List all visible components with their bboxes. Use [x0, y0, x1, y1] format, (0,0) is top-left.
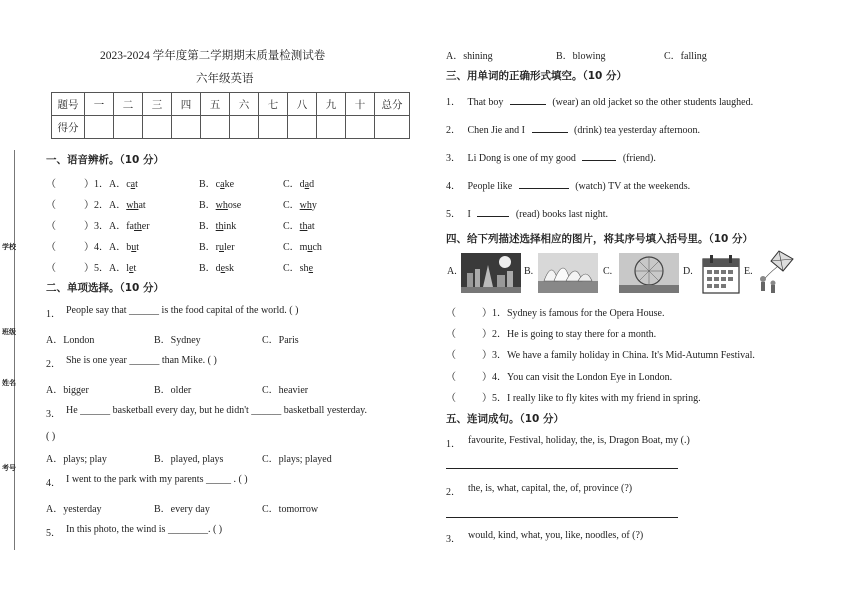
pic-label-a: A. — [447, 266, 457, 277]
option-c[interactable]: C．heavier — [262, 385, 309, 396]
night-city-picture — [461, 253, 521, 293]
answer-paren-open[interactable]: （ — [446, 372, 456, 383]
option-b[interactable]: B．blowing — [556, 51, 606, 62]
question-text: He ______ basketball every day, but he didn't ______ basketball yesterday. — [66, 405, 367, 416]
score-cell: 十 — [346, 93, 375, 116]
answer-paren-close: ） — [84, 221, 94, 232]
question-number: 2． — [46, 359, 61, 370]
fill-item-3 — [446, 149, 656, 164]
fill-item-1 — [446, 93, 753, 108]
score-input-cell[interactable] — [172, 116, 201, 139]
fill-text-post: (drink) tea yesterday afternoon. — [574, 125, 701, 136]
fill-item-4 — [446, 177, 690, 192]
question-number: 2． — [446, 487, 461, 498]
option-c[interactable]: C．dad — [283, 179, 315, 190]
option-a[interactable]: A．what — [109, 200, 146, 211]
option-c[interactable]: C．that — [283, 221, 315, 232]
section3-heading: 三、用单词的正确形式填空。（10 分） — [446, 70, 628, 82]
phonics-item — [46, 217, 315, 232]
picture-match-item — [446, 304, 664, 319]
binding-label-class: 班级 — [2, 328, 16, 336]
score-table-score-row — [52, 116, 410, 139]
answer-paren-open[interactable]: （ — [46, 263, 56, 274]
answer-paren-open[interactable]: （ — [46, 200, 56, 211]
phonics-item — [46, 175, 314, 190]
picture-match-item — [446, 368, 672, 383]
binding-label-name: 姓名 — [2, 379, 16, 387]
answer-paren-open[interactable]: （ — [446, 308, 456, 319]
question-text: I went to the park with my parents _____ . ( ) — [66, 474, 248, 485]
option-c[interactable]: C．plays; played — [262, 454, 332, 465]
answer-paren-open[interactable]: （ — [446, 329, 456, 340]
question-number: 3． — [446, 153, 461, 164]
score-table — [51, 92, 410, 139]
option-c[interactable]: C．Paris — [262, 335, 299, 346]
option-c[interactable]: C．much — [283, 242, 322, 253]
score-input-cell[interactable] — [143, 116, 172, 139]
answer-paren-open[interactable]: （ — [46, 179, 56, 190]
option-b[interactable]: B．older — [154, 385, 192, 396]
question-number: 2． — [446, 125, 461, 136]
answer-paren-close: ） — [84, 179, 94, 190]
fill-text-pre: Chen Jie and I — [467, 125, 525, 136]
score-cell: 总分 — [375, 93, 410, 116]
phonics-item — [46, 196, 317, 211]
scrambled-words: the, is, what, capital, the, of, province (?) — [468, 483, 633, 494]
phonics-item — [46, 259, 313, 274]
option-a[interactable]: A．father — [109, 221, 150, 232]
question-number: 5． — [46, 528, 61, 539]
fill-blank[interactable] — [532, 132, 568, 133]
picture-match-item — [446, 346, 755, 361]
score-cell: 一 — [85, 93, 114, 116]
option-a[interactable]: A．London — [46, 335, 95, 346]
question-text: She is one year ______ than Mike. ( ) — [66, 355, 217, 366]
fill-text-post: (friend). — [622, 153, 656, 164]
kite-picture — [753, 249, 795, 295]
question-number: 1． — [446, 439, 461, 450]
option-a[interactable]: A．plays; play — [46, 454, 107, 465]
question-number: 2． — [94, 200, 109, 211]
question-number: 3． — [46, 409, 61, 420]
score-row-label: 得分 — [52, 116, 85, 139]
option-b[interactable]: B．cake — [199, 179, 235, 190]
option-b[interactable]: B．think — [199, 221, 237, 232]
question-text: People say that ______ is the food capital of the world. ( ) — [66, 305, 299, 316]
picture-match-item — [446, 325, 656, 340]
calendar-picture — [701, 253, 741, 295]
score-input-cell[interactable] — [114, 116, 143, 139]
section1-heading: 一、语音辨析。（10 分） — [46, 154, 165, 166]
statement-text: ）1．Sydney is famous for the Opera House. — [482, 308, 665, 319]
scrambled-words: would, kind, what, you, like, noodles, of (?) — [468, 530, 644, 541]
option-a[interactable]: A．let — [109, 263, 137, 274]
answer-paren-open[interactable]: （ — [46, 242, 56, 253]
question-number: 4． — [446, 181, 461, 192]
statement-text: ）2．He is going to stay there for a month. — [482, 329, 657, 340]
question-number: 4． — [46, 478, 61, 489]
answer-paren[interactable]: ( ) — [46, 431, 56, 442]
answer-line[interactable] — [446, 517, 678, 518]
opera-house-picture — [538, 253, 598, 293]
score-cell: 九 — [317, 93, 346, 116]
pic-label-d: D. — [683, 266, 693, 277]
option-c[interactable]: C．she — [283, 263, 314, 274]
pic-label-b: B. — [524, 266, 534, 277]
binding-label-number: 考号 — [2, 464, 16, 472]
score-table-header-row — [52, 93, 410, 116]
option-c[interactable]: C．tomorrow — [262, 504, 319, 515]
section5-heading: 五、连词成句。（10 分） — [446, 413, 565, 425]
fill-text-post: (watch) TV at the weekends. — [575, 181, 691, 192]
question-text: In this photo, the wind is ________. ( ) — [66, 524, 223, 535]
answer-paren-close: ） — [84, 263, 94, 274]
score-input-cell[interactable] — [85, 116, 114, 139]
answer-line[interactable] — [446, 468, 678, 469]
question-number: 3． — [94, 221, 109, 232]
score-cell: 四 — [172, 93, 201, 116]
option-b[interactable]: B．every day — [154, 504, 210, 515]
score-input-cell[interactable] — [230, 116, 259, 139]
binding-label-school: 学校 — [2, 243, 16, 251]
section4-heading: 四、给下列描述选择相应的图片，将其序号填入括号里。（10 分） — [446, 233, 754, 245]
answer-paren-open[interactable]: （ — [46, 221, 56, 232]
question-number: 5． — [446, 209, 461, 220]
exam-subtitle: 六年级英语 — [196, 73, 254, 85]
option-a[interactable]: A．yesterday — [46, 504, 102, 515]
exam-title: 2023-2024 学年度第二学期期末质量检测试卷 — [100, 50, 326, 62]
option-a[interactable]: A．but — [109, 242, 140, 253]
score-cell: 七 — [259, 93, 288, 116]
fill-blank[interactable] — [510, 104, 546, 105]
score-cell: 二 — [114, 93, 143, 116]
question-number: 1． — [446, 97, 461, 108]
option-c[interactable]: C．falling — [664, 51, 707, 62]
score-input-cell[interactable] — [288, 116, 317, 139]
binding-line — [14, 150, 15, 550]
question-number: 3． — [446, 534, 461, 545]
option-b[interactable]: B．ruler — [199, 242, 235, 253]
score-input-cell[interactable] — [346, 116, 375, 139]
score-cell: 五 — [201, 93, 230, 116]
option-b[interactable]: B．Sydney — [154, 335, 201, 346]
score-input-cell[interactable] — [201, 116, 230, 139]
picture-match-item — [446, 389, 701, 404]
question-number: 5． — [94, 263, 109, 274]
option-a[interactable]: A．cat — [109, 179, 138, 190]
option-b[interactable]: B．desk — [199, 263, 235, 274]
statement-text: ）3．We have a family holiday in China. It's Mid-Autumn Festival. — [482, 350, 755, 361]
statement-text: ）5．I really like to fly kites with my friend in spring. — [482, 393, 701, 404]
question-number: 4． — [94, 242, 109, 253]
score-cell: 六 — [230, 93, 259, 116]
scrambled-words: favourite, Festival, holiday, the, is, Dragon Boat, my (.) — [468, 435, 690, 446]
phonics-item — [46, 238, 322, 253]
score-input-cell[interactable] — [375, 116, 410, 139]
fill-text-pre: Li Dong is one of my good — [467, 153, 576, 164]
pic-label-e: E. — [744, 266, 753, 277]
answer-paren-close: ） — [84, 200, 94, 211]
score-input-cell[interactable] — [259, 116, 288, 139]
score-cell: 八 — [288, 93, 317, 116]
option-b[interactable]: B．whose — [199, 200, 242, 211]
question-number: 1． — [46, 309, 61, 320]
question-number: 1． — [94, 179, 109, 190]
pic-label-c: C. — [603, 266, 613, 277]
fill-text-post: (read) books last night. — [515, 209, 609, 220]
fill-text-pre: That boy — [467, 97, 504, 108]
statement-text: ）4．You can visit the London Eye in London. — [482, 372, 673, 383]
fill-text-post: (wear) an old jacket so the other students laughed. — [552, 97, 754, 108]
answer-paren-open[interactable]: （ — [446, 350, 456, 361]
fill-blank[interactable] — [519, 188, 569, 189]
answer-paren-close: ） — [84, 242, 94, 253]
answer-paren-open[interactable]: （ — [446, 393, 456, 404]
fill-text-pre: People like — [467, 181, 513, 192]
option-c[interactable]: C．why — [283, 200, 317, 211]
score-input-cell[interactable] — [317, 116, 346, 139]
option-a[interactable]: A．shining — [446, 51, 493, 62]
fill-item-5 — [446, 205, 608, 220]
fill-blank[interactable] — [477, 216, 509, 217]
fill-item-2 — [446, 121, 700, 136]
fill-blank[interactable] — [582, 160, 616, 161]
score-cell: 三 — [143, 93, 172, 116]
option-b[interactable]: B．played, plays — [154, 454, 224, 465]
section2-heading: 二、单项选择。（10 分） — [46, 282, 165, 294]
fill-text-pre: I — [467, 209, 471, 220]
score-cell: 题号 — [52, 93, 85, 116]
london-eye-picture — [619, 253, 679, 293]
option-a[interactable]: A．bigger — [46, 385, 89, 396]
